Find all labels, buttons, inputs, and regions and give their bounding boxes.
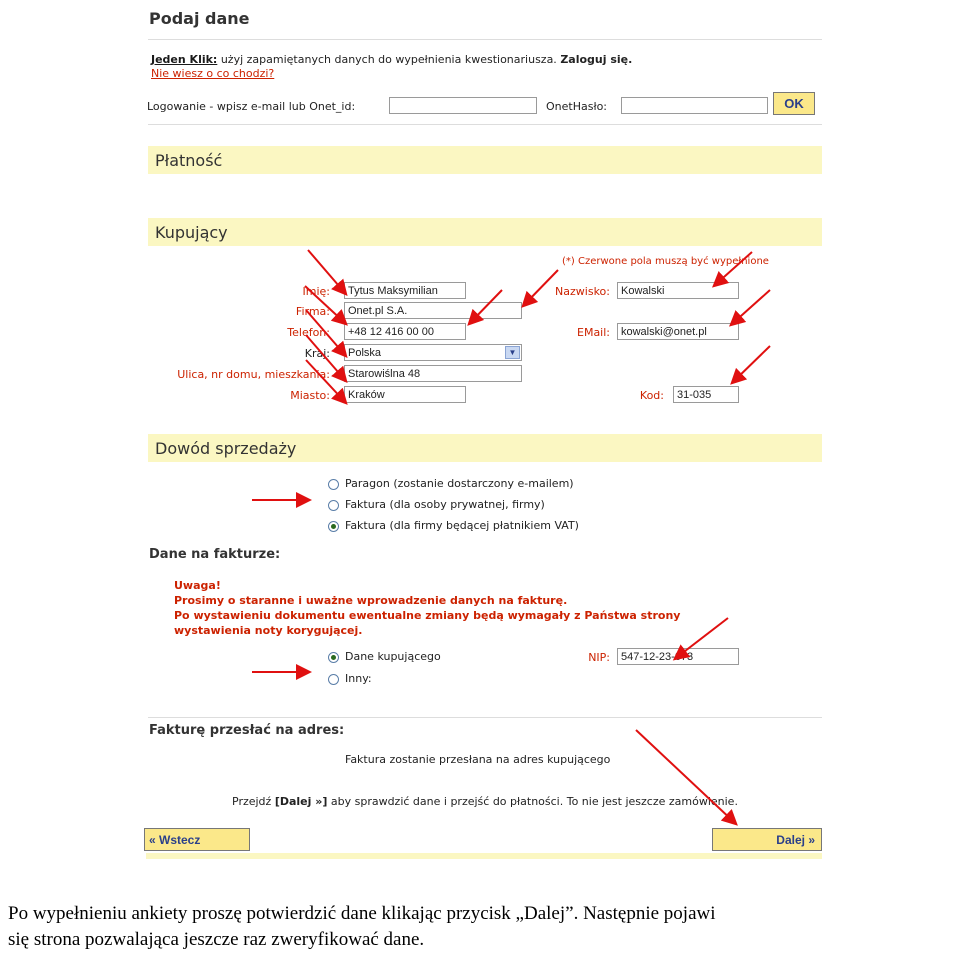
- miasto-label: Miasto:: [290, 389, 330, 402]
- warning-line: Po wystawieniu dokumentu ewentualne zmiany będą wymagały z Państwa strony: [174, 609, 681, 622]
- chevron-down-icon[interactable]: ▼: [505, 346, 520, 359]
- password-label: OnetHasło:: [546, 100, 608, 113]
- proof-option-faktura-vat: Faktura (dla firmy będącej płatnikiem VAT): [345, 519, 579, 532]
- imie-field[interactable]: Tytus Maksymilian: [344, 282, 466, 299]
- help-link[interactable]: Nie wiesz o co chodzi?: [151, 67, 275, 80]
- proceed-bold: [Dalej »]: [274, 795, 328, 808]
- caption-line: Po wypełnieniu ankiety proszę potwierdzić dane klikając przycisk „Dalej”. Następnie pojawi: [8, 903, 716, 924]
- imie-label: Imię:: [302, 285, 330, 298]
- proof-option-paragon: Paragon (zostanie dostarczony e-mailem): [345, 477, 574, 490]
- kraj-label: Kraj:: [304, 347, 330, 360]
- address-text: Faktura zostanie przesłana na adres kupującego: [345, 753, 611, 766]
- arrow-firma-right: [524, 270, 558, 305]
- required-note: (*) Czerwone pola muszą być wypełnione: [562, 256, 769, 267]
- jeden-klik-text: użyj zapamiętanych danych do wypełnienia kwestionariusza.: [220, 53, 557, 66]
- jeden-klik-label: Jeden Klik:: [151, 53, 218, 66]
- nazwisko-field[interactable]: Kowalski: [617, 282, 739, 299]
- arrow-firma: [305, 286, 345, 323]
- ulica-label: Ulica, nr domu, mieszkania:: [177, 368, 330, 381]
- warning-line: Uwaga!: [174, 579, 221, 592]
- kraj-value: Polska: [348, 347, 382, 359]
- page-title: Podaj dane: [149, 9, 250, 28]
- arrow-nazwisko: [715, 252, 752, 285]
- arrow-nip: [676, 618, 728, 658]
- login-link[interactable]: Zaloguj się.: [560, 53, 633, 66]
- arrow-miasto: [306, 360, 345, 402]
- proof-option-faktura-private: Faktura (dla osoby prywatnej, firmy): [345, 498, 545, 511]
- arrow-kod: [733, 346, 770, 382]
- kod-label: Kod:: [639, 389, 664, 402]
- kod-field[interactable]: 31-035: [673, 386, 739, 403]
- nip-label: NIP:: [588, 651, 610, 664]
- nazwisko-label: Nazwisko:: [555, 285, 610, 298]
- invoice-title: Dane na fakturze:: [149, 547, 281, 562]
- login-label: Logowanie - wpisz e-mail lub Onet_id:: [147, 100, 356, 113]
- arrow-imie: [308, 250, 345, 293]
- warning-line: wystawienia noty korygującej.: [174, 624, 363, 637]
- arrow-telefon-right: [470, 290, 502, 323]
- arrow-email: [732, 290, 770, 324]
- ok-button[interactable]: OK: [773, 92, 815, 115]
- nip-field[interactable]: 547-12-23-073: [617, 648, 739, 665]
- warning-line: Prosimy o staranne i uważne wprowadzenie danych na fakturę.: [174, 594, 568, 607]
- back-button[interactable]: « Wstecz: [144, 828, 250, 851]
- caption-line: się strona pozwalająca jeszcze raz zweryfikować dane.: [8, 929, 425, 950]
- section-title-kupujacy: Kupujący: [155, 223, 228, 242]
- proceed-prefix: Przejdź: [232, 795, 275, 808]
- next-button[interactable]: Dalej »: [712, 828, 822, 851]
- invoice-option-buyer: Dane kupującego: [345, 650, 441, 663]
- miasto-field[interactable]: Kraków: [344, 386, 466, 403]
- section-title-dowod: Dowód sprzedaży: [155, 439, 297, 458]
- email-field[interactable]: kowalski@onet.pl: [617, 323, 739, 340]
- firma-label: Firma:: [295, 305, 330, 318]
- email-label: EMail:: [577, 326, 610, 339]
- proceed-rest: aby sprawdzić dane i przejść do płatności. To nie jest jeszcze zamówienie.: [327, 795, 738, 808]
- ulica-field[interactable]: Starowiślna 48: [344, 365, 522, 382]
- telefon-label: Telefon:: [287, 326, 330, 339]
- section-title-platnosc: Płatność: [155, 151, 223, 170]
- invoice-option-other: Inny:: [345, 672, 372, 685]
- address-title: Fakturę przesłać na adres:: [149, 723, 345, 738]
- firma-field[interactable]: Onet.pl S.A.: [344, 302, 522, 319]
- arrow-next: [636, 730, 735, 823]
- arrow-ulica: [306, 335, 345, 380]
- telefon-field[interactable]: +48 12 416 00 00: [344, 323, 466, 340]
